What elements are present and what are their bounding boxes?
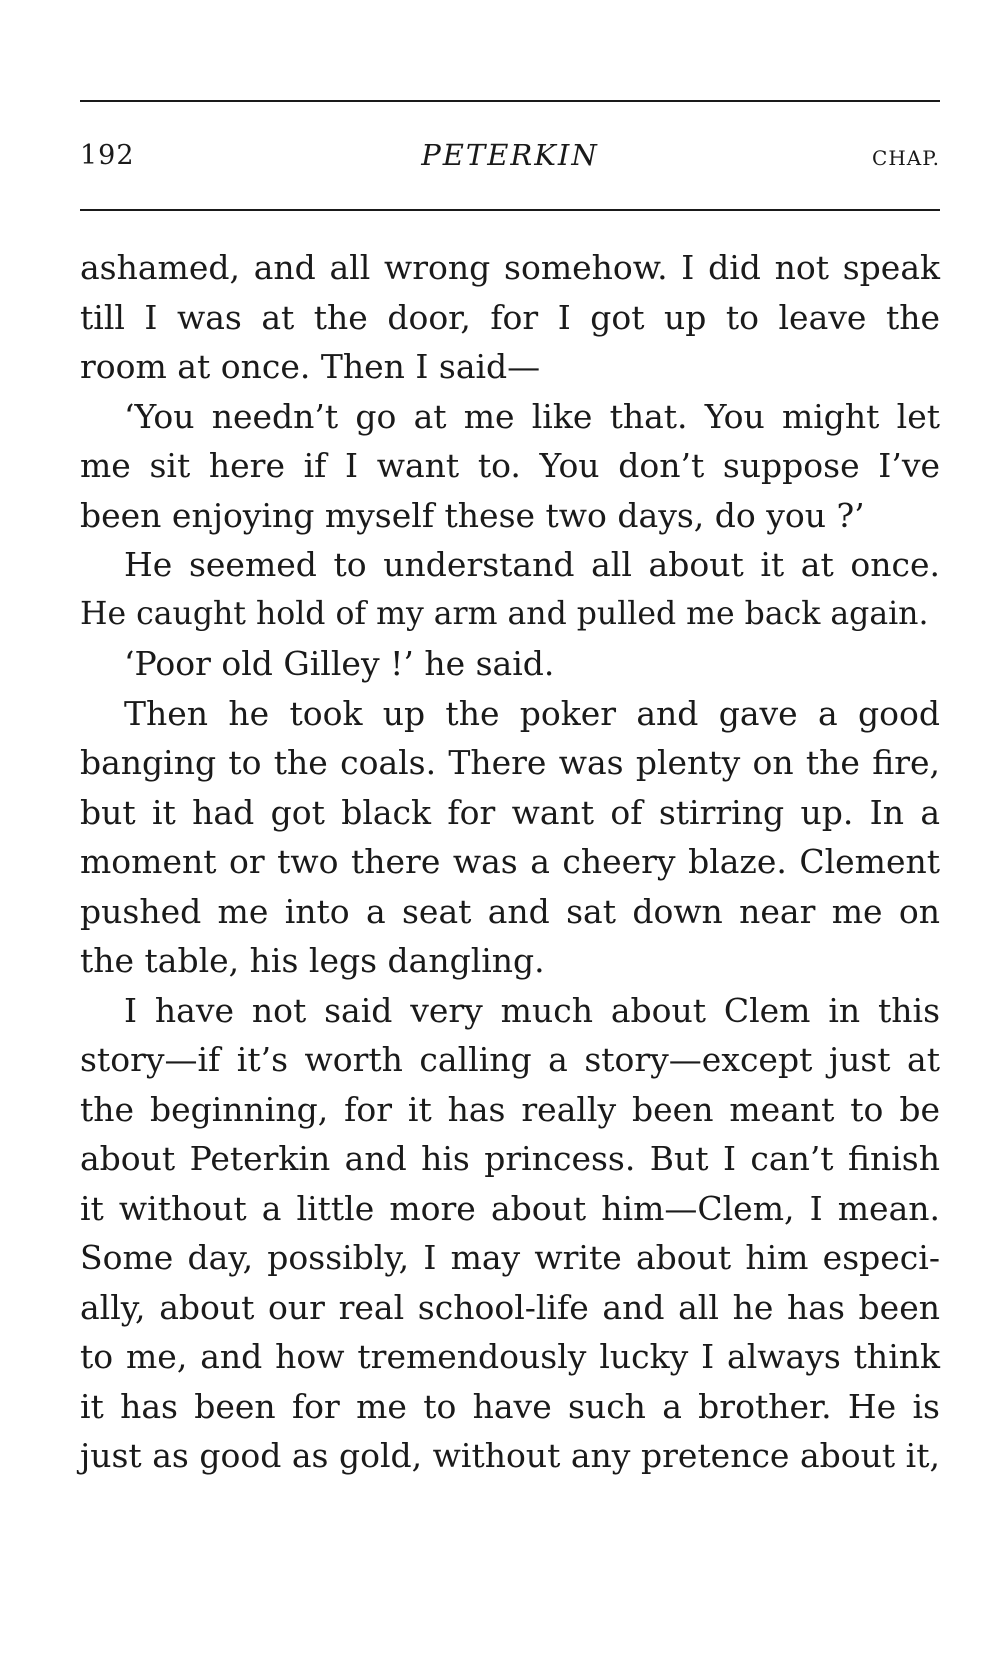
running-title: PETERKIN [421, 138, 599, 172]
text-line: the beginning, for it has really been meant to be [80, 1089, 940, 1129]
text-line: but it had got black for want of stirring up. In a [80, 792, 940, 832]
chapter-label: CHAP. [872, 146, 940, 170]
text-line: He caught hold of my arm and pulled me back again. [80, 595, 929, 632]
text-line: been enjoying myself these two days, do you ?’ [80, 495, 865, 535]
header-top-rule [80, 100, 940, 102]
text-line: ‘You needn’t go at me like that. You might let [124, 396, 940, 436]
text-line: story—if it’s worth calling a story—except just at [80, 1040, 940, 1079]
text-line: Some day, possibly, I may write about him especi- [80, 1238, 940, 1277]
text-line: it without a little more about him—Clem, I mean. [80, 1188, 940, 1228]
text-line: I have not said very much about Clem in this [124, 990, 940, 1030]
text-line: about Peterkin and his princess. But I can’t finish [80, 1139, 940, 1178]
text-line: ashamed, and all wrong somehow. I did not speak [80, 248, 940, 287]
text-line: banging to the coals. There was plenty on the fire, [80, 743, 940, 782]
body-text [80, 243, 940, 1481]
text-line: room at once. Then I said— [80, 347, 541, 386]
running-header [80, 138, 940, 178]
text-line: the table, his legs dangling. [80, 941, 545, 980]
text-line: pushed me into a seat and sat down near me on [80, 891, 940, 931]
text-line: me sit here if I want to. You don’t suppose I’ve [80, 446, 940, 485]
text-line: just as good as gold, without any pretence about it, [80, 1436, 940, 1475]
text-line: ‘Poor old Gilley !’ he said. [124, 644, 555, 683]
text-line: to me, and how tremendously lucky I always think [80, 1337, 940, 1376]
header-bottom-rule [80, 209, 940, 211]
text-line: moment or two there was a cheery blaze. Clement [80, 842, 940, 881]
text-line: Then he took up the poker and gave a good [124, 693, 940, 733]
text-line: it has been for me to have such a brother. He is [80, 1386, 940, 1426]
text-line: till I was at the door, for I got up to leave the [80, 297, 940, 337]
page-number: 192 [80, 140, 135, 171]
text-line: He seemed to understand all about it at once. [124, 545, 940, 584]
text-line: ally, about our real school-life and all he has been [80, 1287, 940, 1327]
